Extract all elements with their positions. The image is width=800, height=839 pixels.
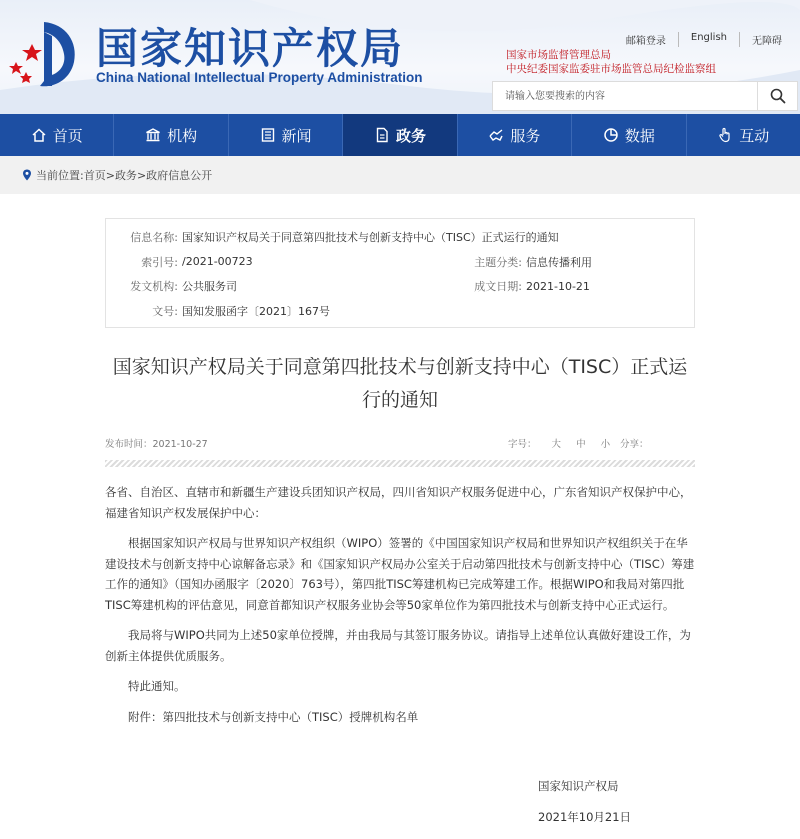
hand-pointer-icon xyxy=(717,127,733,143)
info-label: 索引号: xyxy=(141,255,178,269)
info-label: 文号: xyxy=(152,304,178,318)
pie-chart-icon xyxy=(603,127,619,143)
signature-date: 2021年10月21日 xyxy=(538,810,632,824)
breadcrumb-home[interactable]: 首页 xyxy=(83,169,106,182)
nav-item-home[interactable] xyxy=(0,114,114,156)
info-value: 2021-10-21 xyxy=(526,279,590,293)
breadcrumb-separator: > xyxy=(105,168,115,182)
info-value: 公共服务司 xyxy=(182,280,237,294)
main-content xyxy=(8,196,792,839)
info-value: /2021-00723 xyxy=(182,255,253,269)
info-value: 信息传播利用 xyxy=(526,255,592,269)
nav-label: 政务 xyxy=(395,126,426,145)
info-label: 主题分类: xyxy=(474,255,522,269)
search-box xyxy=(492,81,798,111)
article-paragraph: 我局将与WIPO共同为上述50家单位授牌，并由我局与其签订服务协议。请指导上述单位认真做好建设工作，为创新主体提供优质服务。 xyxy=(105,628,691,663)
home-icon xyxy=(31,127,47,143)
sub-org-links xyxy=(506,48,716,76)
font-size-label: 字号： xyxy=(508,439,537,450)
breadcrumb-government-affairs[interactable]: 政务 xyxy=(114,169,137,182)
article-paragraph: 特此通知。 xyxy=(128,679,186,693)
nav-item-data[interactable] xyxy=(572,114,686,156)
font-size-small[interactable]: 小 xyxy=(600,439,611,450)
document-icon xyxy=(374,127,390,143)
nav-item-government-affairs[interactable] xyxy=(343,114,457,156)
article-body xyxy=(105,482,695,737)
info-row-name xyxy=(106,225,694,250)
info-label: 信息名称: xyxy=(130,231,178,245)
share-label[interactable]: 分享： xyxy=(620,439,649,450)
top-links xyxy=(614,32,794,47)
info-value: 国知发服函字〔2021〕167号 xyxy=(182,304,330,318)
font-size-large[interactable]: 大 xyxy=(551,439,562,450)
nav-item-news[interactable] xyxy=(229,114,343,156)
nav-label: 服务 xyxy=(510,126,541,145)
info-row-index xyxy=(106,250,694,275)
search-input[interactable] xyxy=(493,82,753,110)
discipline-inspection-link[interactable]: 中央纪委国家监委驻市场监管总局纪检监察组 xyxy=(506,63,716,75)
nav-label: 互动 xyxy=(739,126,770,145)
article-title: 国家知识产权局关于同意第四批技术与创新支持中心（TISC）正式运行的通知 xyxy=(112,356,688,411)
site-title-cn: 国家知识产权局 xyxy=(96,24,405,73)
nav-item-organization[interactable] xyxy=(114,114,228,156)
mail-login-link[interactable]: 邮箱登录 xyxy=(625,36,666,47)
signature-org: 国家知识产权局 xyxy=(538,779,619,793)
nav-item-interaction[interactable] xyxy=(687,114,800,156)
cnipa-emblem-icon xyxy=(4,14,84,94)
site-title-en: China National Intellectual Property Administration xyxy=(96,70,423,85)
info-value: 国家知识产权局关于同意第四批技术与创新支持中心（TISC）正式运行的通知 xyxy=(182,231,559,245)
search-button[interactable] xyxy=(757,82,797,110)
service-icon xyxy=(488,127,504,143)
nav-label: 首页 xyxy=(52,126,83,145)
location-pin-icon xyxy=(22,169,32,181)
divider-stripe xyxy=(105,460,695,467)
nav-item-service[interactable] xyxy=(458,114,572,156)
info-label: 发文机构: xyxy=(130,280,178,294)
attachment-link[interactable]: 附件：第四批技术与创新支持中心（TISC）授牌机构名单 xyxy=(128,709,419,724)
samr-link[interactable]: 国家市场监督管理总局 xyxy=(506,49,611,61)
nav-label: 数据 xyxy=(624,126,655,145)
info-row-issuer xyxy=(106,274,694,299)
breadcrumb-separator: > xyxy=(136,168,147,182)
article-paragraph: 根据国家知识产权局与世界知识产权组织（WIPO）签署的《中国国家知识产权局和世界知识产权组织关于在华建设技术与创新支持中心谅解备忘录》和《国家知识产权局办公室关于启动第四批技术与创新支持中心（TISC）筹建工作的通知》（国知办函服字〔2020〕763号），第四批TISC筹建机构已完成筹建工作。根据WIPO和我局对第四批TISC筹建机构的评估意见，同意首都知识产权服务业协会等50家单位作为第四批技术与创新支持中心正式运行。 xyxy=(105,536,695,612)
newspaper-icon xyxy=(260,127,276,143)
breadcrumb xyxy=(0,156,800,194)
document-info-box xyxy=(105,218,695,328)
font-size-medium[interactable]: 中 xyxy=(576,439,586,450)
article-meta xyxy=(105,436,695,450)
info-label: 成文日期: xyxy=(474,280,522,294)
building-icon xyxy=(145,127,161,143)
nav-label: 机构 xyxy=(167,126,198,145)
accessibility-link[interactable]: 无障碍 xyxy=(739,32,794,47)
publish-date: 发布时间：2021-10-27 xyxy=(105,439,208,450)
info-row-docno xyxy=(106,299,694,324)
main-nav xyxy=(0,114,800,156)
search-icon xyxy=(770,88,786,104)
article-paragraph: 各省、自治区、直辖市和新疆生产建设兵团知识产权局，四川省知识产权服务促进中心，广东省知识产权保护中心，福建省知识产权发展保护中心： xyxy=(105,485,692,520)
english-link[interactable]: English xyxy=(678,32,739,47)
breadcrumb-prefix: 当前位置: xyxy=(36,169,84,182)
site-header xyxy=(0,0,800,114)
nav-label: 新闻 xyxy=(281,126,312,145)
breadcrumb-info-disclosure[interactable]: 政府信息公开 xyxy=(146,169,213,182)
font-size-controls xyxy=(508,436,610,450)
